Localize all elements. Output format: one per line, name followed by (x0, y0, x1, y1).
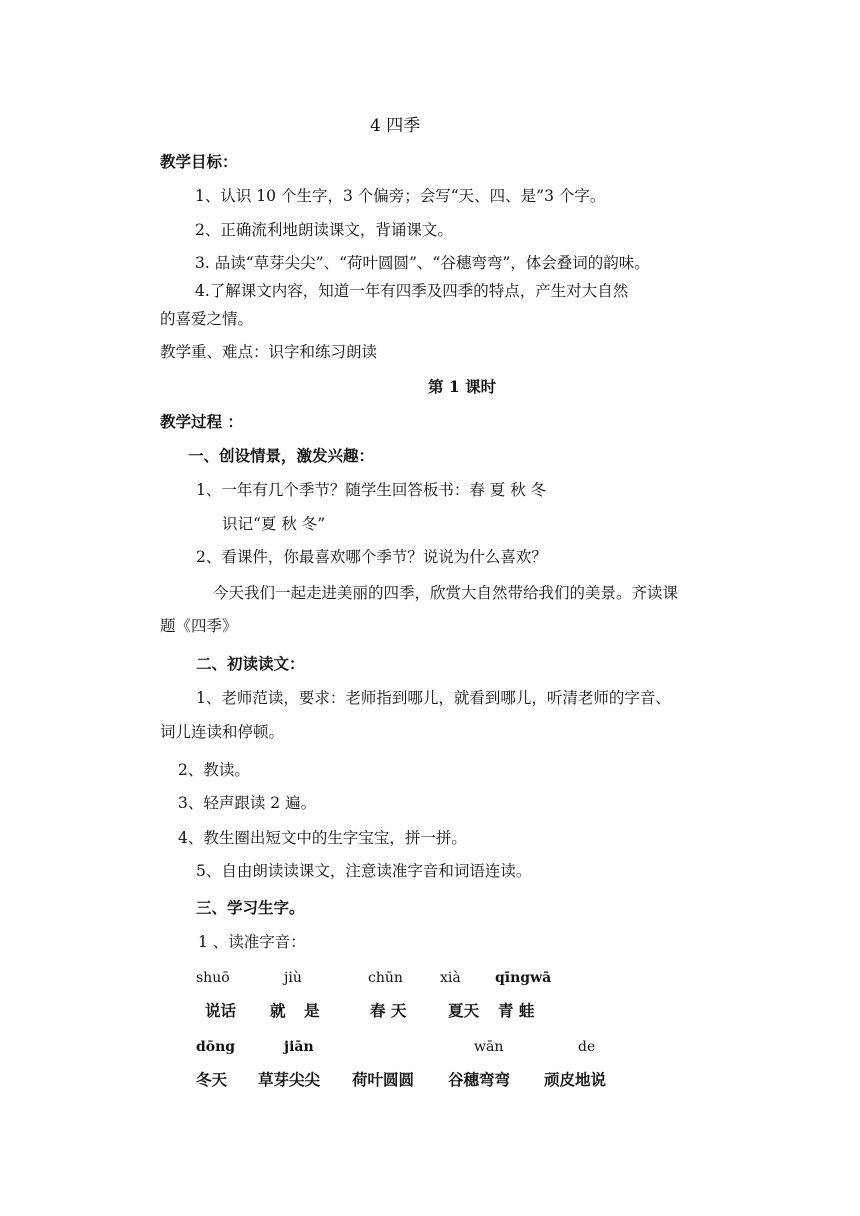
lesson-label: 第 1 课时 (428, 377, 497, 396)
section-line: 2、看课件，你最喜欢哪个季节？说说为什么喜欢？ (196, 548, 547, 566)
objective-item: 4.了解课文内容，知道一年有四季及四季的特点，产生对大自然 (195, 282, 629, 300)
objective-item: 的喜爱之情。 (160, 310, 254, 328)
page-title: 4 四季 (370, 116, 421, 136)
word: 草芽尖尖 (258, 1070, 321, 1089)
key-points: 教学重、难点：识字和练习朗读 (160, 343, 378, 361)
section-line: 5、自由朗读读课文，注意读准字音和词语连读。 (196, 862, 532, 880)
word: 荷叶圆圆 (352, 1070, 415, 1089)
section-line: 1、老师范读，要求：老师指到哪儿，就看到哪儿，听清老师的字音、 (196, 689, 671, 707)
pinyin: wān (474, 1039, 504, 1055)
pinyin: jiù (284, 970, 302, 986)
section-line: 今天我们一起走进美丽的四季，欣赏大自然带给我们的美景。齐读课 (213, 584, 679, 602)
pinyin: jiān (284, 1039, 314, 1055)
pinyin: shuō (196, 970, 230, 986)
word: 冬天 (196, 1070, 228, 1089)
section-line: 4、教生圈出短文中的生字宝宝，拼一拼。 (178, 829, 467, 847)
word: 就 (270, 1001, 286, 1020)
section-subheading: 1 、读准字音： (198, 933, 306, 951)
word: 是 (304, 1001, 320, 1020)
section-heading: 一、创设情景，激发兴趣： (188, 446, 375, 465)
word: 说话 (205, 1001, 237, 1020)
section-line: 题《四季》 (160, 617, 238, 635)
word: 春 天 (370, 1001, 407, 1020)
objective-item: 1、认识 10 个生字，3 个偏旁；会写“天、四、是”3 个字。 (195, 187, 606, 205)
pinyin: xià (440, 970, 461, 986)
section-line: 3、轻声跟读 2 遍。 (178, 794, 317, 812)
section-line: 2、教读。 (178, 761, 250, 779)
word: 顽皮地说 (544, 1070, 607, 1089)
section-heading: 三、学习生字。 (196, 898, 305, 917)
section-line: 识记“夏 秋 冬” (222, 515, 326, 533)
section-heading: 二、初读读文： (196, 654, 305, 673)
section-line: 1、一年有几个季节？随学生回答板书：春 夏 秋 冬 (196, 481, 547, 499)
pinyin: de (578, 1039, 596, 1055)
process-heading: 教学过程 ： (160, 412, 243, 431)
word: 谷穗弯弯 (448, 1070, 511, 1089)
word: 青 蛙 (498, 1001, 535, 1020)
section-line: 词儿连读和停顿。 (160, 723, 285, 741)
pinyin: dōng (196, 1039, 236, 1055)
objective-item: 3. 品读“草芽尖尖”、“荷叶圆圆”、“谷穗弯弯”，体会叠词的韵味。 (195, 254, 650, 272)
objective-item: 2、正确流利地朗读课文，背诵课文。 (195, 221, 453, 239)
word: 夏天 (448, 1001, 480, 1020)
pinyin: qīngwā (495, 970, 552, 986)
objectives-heading: 教学目标： (160, 152, 238, 171)
pinyin: chūn (368, 970, 403, 986)
